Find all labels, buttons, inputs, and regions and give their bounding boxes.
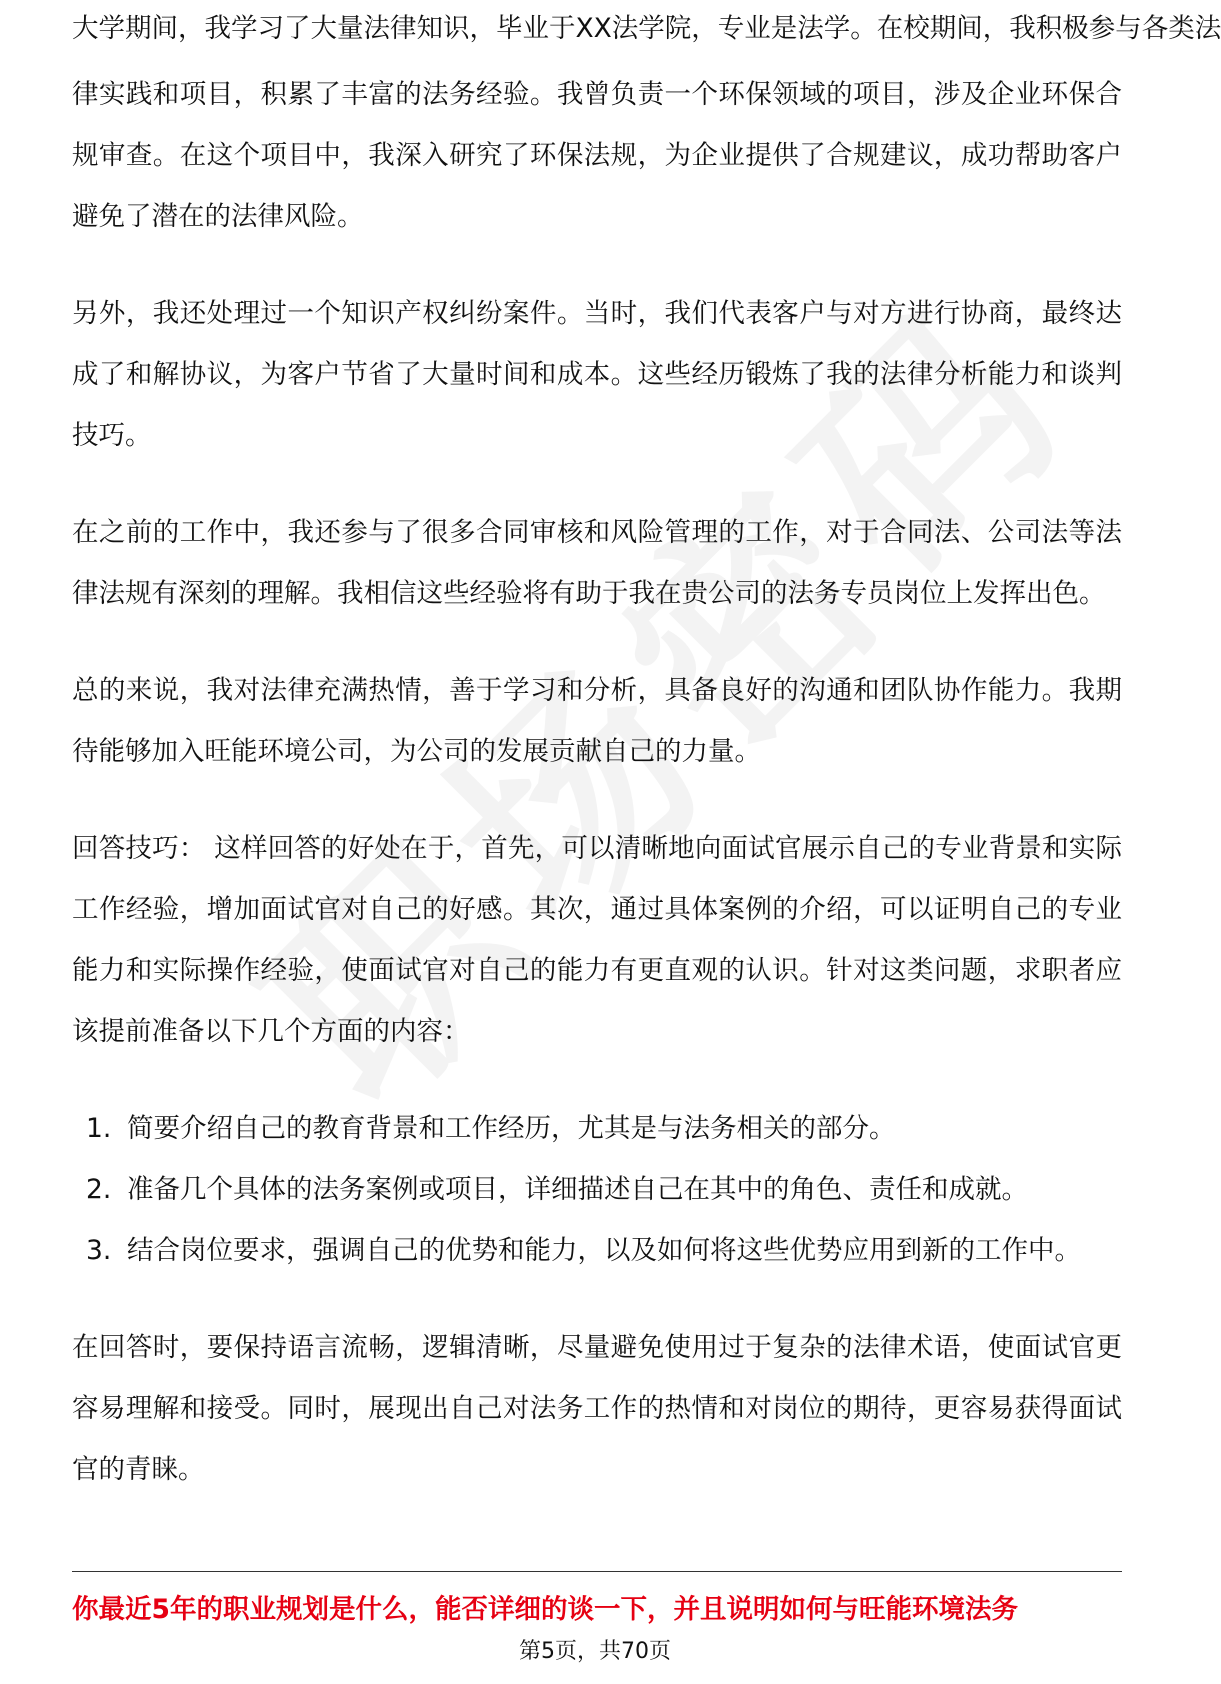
list-number: 2. (86, 1174, 112, 1205)
list-item (72, 1098, 1122, 1159)
page-footer: 第5页，共70页 (519, 1639, 671, 1664)
list-text: 准备几个具体的法务案例或项目，详细描述自己在其中的角色、责任和成就。 (127, 1174, 1028, 1205)
body-content (72, 13, 1221, 1536)
list-item (72, 1220, 1122, 1281)
cropped-line-text: 大学期间，我学习了大量法律知识，毕业于XX法学院，专业是法学。在校期间，我积极参与各类法 (72, 13, 1221, 44)
list-text: 简要介绍自己的教育背景和工作经历，尤其是与法务相关的部分。 (127, 1113, 896, 1144)
tips-list (72, 1098, 1122, 1281)
section-divider (72, 1571, 1122, 1572)
paragraph-experience: 律实践和项目，积累了丰富的法务经验。我曾负责一个环保领域的项目，涉及企业环保合规审查。在这个项目中，我深入研究了环保法规，为企业提供了合规建议，成功帮助客户避免了潜在的法律风险。 (72, 79, 1122, 232)
paragraph-ip-case: 另外，我还处理过一个知识产权纠纷案件。当时，我们代表客户与对方进行协商，最终达成了和解协议，为客户节省了大量时间和成本。这些经历锻炼了我的法律分析能力和谈判技巧。 (72, 298, 1122, 451)
list-number: 1. (86, 1113, 112, 1144)
list-number: 3. (86, 1235, 112, 1266)
paragraph-summary: 总的来说，我对法律充满热情，善于学习和分析，具备良好的沟通和团队协作能力。我期待能够加入旺能环境公司，为公司的发展贡献自己的力量。 (72, 675, 1122, 767)
list-item (72, 1159, 1122, 1220)
paragraph-answer-tips: 回答技巧： 这样回答的好处在于，首先，可以清晰地向面试官展示自己的专业背景和实际工作经验，增加面试官对自己的好感。其次，通过具体案例的介绍，可以证明自己的专业能力和实际操作经验，使面试官对自己的能力有更直观的认识。针对这类问题，求职者应该提前准备以下几个方面的内容： (72, 833, 1122, 1047)
paragraph-closing: 在回答时，要保持语言流畅，逻辑清晰，尽量避免使用过于复杂的法律术语，使面试官更容易理解和接受。同时，展现出自己对法务工作的热情和对岗位的期待，更容易获得面试官的青睐。 (72, 1332, 1122, 1485)
list-text: 结合岗位要求，强调自己的优势和能力，以及如何将这些优势应用到新的工作中。 (127, 1235, 1081, 1266)
paragraph-contracts: 在之前的工作中，我还参与了很多合同审核和风险管理的工作，对于合同法、公司法等法律法规有深刻的理解。我相信这些经验将有助于我在贵公司的法务专员岗位上发挥出色。 (72, 517, 1122, 609)
next-question-heading: 你最近5年的职业规划是什么，能否详细的谈一下，并且说明如何与旺能环境法务 (72, 1594, 1018, 1625)
cropped-top-line (72, 13, 1221, 60)
